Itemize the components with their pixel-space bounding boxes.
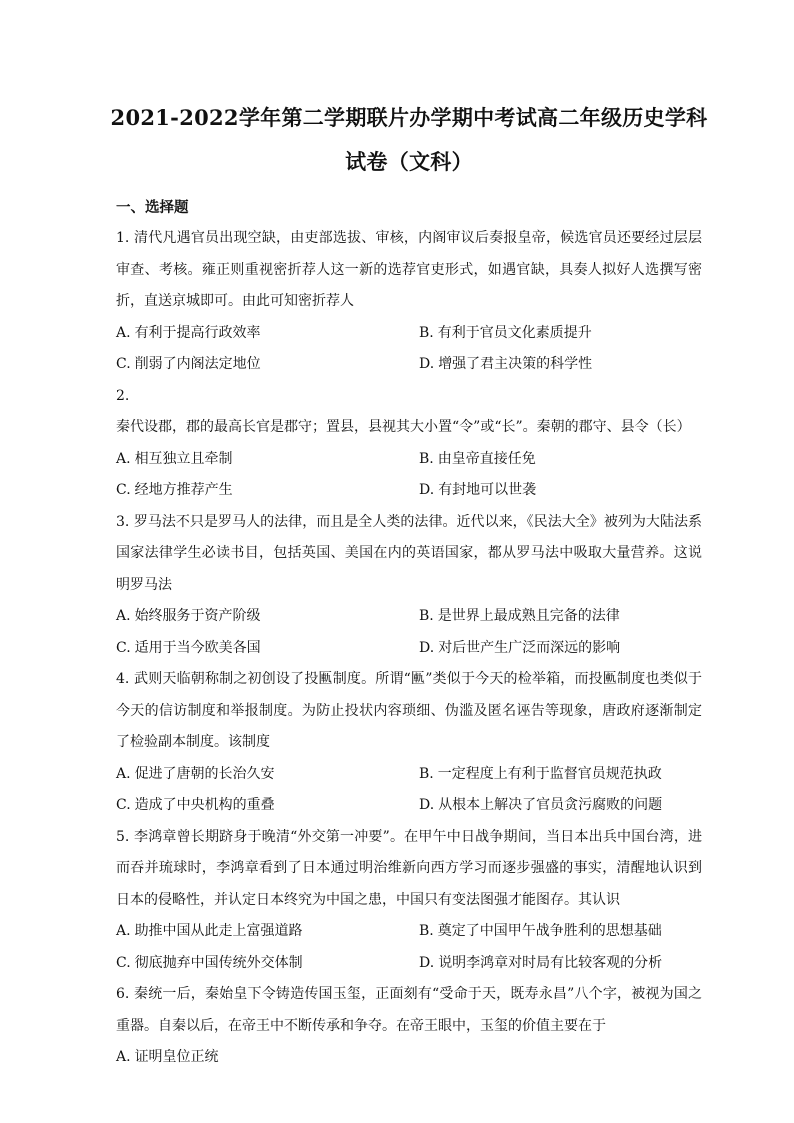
option-letter: A. — [116, 765, 131, 782]
question-number: 3. — [116, 513, 130, 530]
option-a[interactable] — [116, 318, 399, 350]
question-4 — [116, 664, 702, 822]
option-text: 有封地可以世袭 — [438, 482, 537, 498]
option-list — [116, 601, 702, 664]
question-5 — [116, 822, 702, 980]
option-text: 一定程度上有利于监督官员规范执政 — [437, 765, 662, 782]
option-b[interactable] — [419, 759, 702, 791]
option-text: 奠定了中国甲午战争胜利的思想基础 — [437, 923, 662, 939]
option-text: 是世界上最成熟且完备的法律 — [437, 608, 620, 624]
option-c[interactable] — [116, 349, 399, 381]
option-text: 彻底抛弃中国传统外交体制 — [134, 954, 303, 971]
question-1 — [116, 223, 702, 381]
option-letter: B. — [419, 324, 434, 341]
option-a[interactable] — [116, 1042, 702, 1074]
option-letter: C. — [116, 356, 131, 372]
option-text: 削弱了内阁法定地位 — [134, 356, 261, 372]
option-text: 助推中国从此走上富强道路 — [134, 923, 303, 939]
option-list — [116, 1042, 702, 1074]
question-6 — [116, 979, 702, 1074]
option-text: 始终服务于资产阶级 — [134, 608, 261, 624]
option-letter: A. — [116, 923, 131, 939]
question-number: 6. — [116, 986, 130, 1002]
option-letter: A. — [116, 608, 131, 624]
option-letter: D. — [419, 797, 435, 813]
option-c[interactable] — [116, 633, 399, 665]
option-letter: B. — [419, 923, 434, 939]
option-list — [116, 444, 702, 507]
option-text: 有利于官员文化素质提升 — [437, 324, 592, 341]
question-text: 秦代设郡，郡的最高长官是郡守；置县，县视其大小置“令”或“长”。秦朝的郡守、县令（长） — [116, 419, 691, 435]
option-text: 说明李鸿章对时局有比较客观的分析 — [438, 954, 663, 971]
option-text: 经地方推荐产生 — [134, 482, 233, 498]
option-text: 促进了唐朝的长治久安 — [134, 765, 275, 782]
option-text: 有利于提高行政效率 — [134, 324, 261, 341]
option-d[interactable] — [419, 475, 702, 507]
option-d[interactable] — [419, 948, 702, 980]
question-3 — [116, 507, 702, 665]
question-2 — [116, 381, 702, 507]
question-stem — [116, 822, 702, 917]
option-d[interactable] — [419, 349, 702, 381]
option-list — [116, 759, 702, 822]
option-b[interactable] — [419, 601, 702, 633]
exam-title — [92, 96, 726, 184]
question-text: 李鸿章曾长期跻身于晚清“外交第一冲要”。在甲午中日战争期间，当日本出兵中国台湾，进而吞并琉球时，李鸿章看到了日本通过明治维新向西方学习而逐步强盛的事实，清醒地认识到日本的侵略性，并认定日本终究为中国之患，中国只有变法图强才能图存。其认识 — [116, 828, 703, 908]
question-number: 4. — [116, 671, 130, 687]
option-text: 从根本上解决了官员贪污腐败的问题 — [438, 797, 663, 813]
option-c[interactable] — [116, 948, 399, 980]
option-letter: D. — [419, 482, 435, 498]
option-d[interactable] — [419, 790, 702, 822]
option-text: 证明皇位正统 — [134, 1049, 219, 1065]
question-stem — [116, 381, 702, 444]
question-text: 清代凡遇官员出现空缺，由吏部选拔、审核，内阁审议后奏报皇帝，候选官员还要经过层层审查、考核。雍正则重视密折荐人这一新的选荐官吏形式，如遇官缺，具奏人拟好人选撰写密折，直送京城即可。由此可知密折荐人 — [116, 230, 702, 309]
title-line-2: 试卷（文科） — [345, 149, 473, 174]
option-text: 由皇帝直接任免 — [437, 450, 536, 467]
option-list — [116, 318, 702, 381]
option-letter: C. — [116, 797, 131, 813]
option-letter: D. — [419, 356, 435, 372]
option-letter: C. — [116, 954, 131, 971]
title-line-1: 2021-2022学年第二学期联片办学期中考试高二年级历史学科 — [110, 105, 708, 130]
option-letter: D. — [419, 954, 435, 971]
option-text: 对后世产生广泛而深远的影响 — [438, 639, 621, 656]
option-letter: A. — [116, 450, 131, 467]
option-letter: A. — [116, 324, 131, 341]
option-letter: B. — [419, 765, 434, 782]
option-letter: C. — [116, 639, 131, 656]
question-number: 1. — [116, 230, 130, 246]
option-letter: C. — [116, 482, 131, 498]
question-list — [116, 223, 702, 1074]
option-text: 相互独立且牵制 — [134, 450, 233, 467]
option-letter: D. — [419, 639, 435, 656]
option-a[interactable] — [116, 601, 399, 633]
option-text: 适用于当今欧美各国 — [134, 639, 261, 656]
option-b[interactable] — [419, 318, 702, 350]
question-text: 武则天临朝称制之初创设了投匭制度。所谓“匭”类似于今天的检举箱，而投匭制度也类似于今天的信访制度和举报制度。为防止投状内容琐细、伪滥及匿名诬告等现象，唐政府逐渐制定了检验副本制度。该制度 — [116, 671, 703, 750]
option-a[interactable] — [116, 759, 399, 791]
option-b[interactable] — [419, 444, 702, 476]
question-stem — [116, 979, 702, 1042]
option-d[interactable] — [419, 633, 702, 665]
option-list — [116, 916, 702, 979]
option-letter: B. — [419, 608, 434, 624]
option-a[interactable] — [116, 444, 399, 476]
question-text: 罗马法不只是罗马人的法律，而且是全人类的法律。近代以来，《民法大全》被列为大陆法系国家法律学生必读书目，包括英国、美国在内的英语国家，都从罗马法中吸取大量营养。这说明罗马法 — [116, 513, 702, 593]
option-text: 造成了中央机构的重叠 — [134, 797, 275, 813]
section-heading: 一、选择题 — [116, 200, 189, 216]
question-stem — [116, 507, 702, 602]
option-c[interactable] — [116, 475, 399, 507]
option-c[interactable] — [116, 790, 399, 822]
option-b[interactable] — [419, 916, 702, 948]
question-number: 5. — [116, 828, 130, 845]
option-a[interactable] — [116, 916, 399, 948]
option-letter: A. — [116, 1049, 131, 1065]
question-stem — [116, 223, 702, 318]
option-text: 增强了君主决策的科学性 — [438, 356, 593, 372]
question-number: 2. — [116, 387, 130, 404]
option-letter: B. — [419, 450, 434, 467]
question-text: 秦统一后，秦始皇下令铸造传国玉玺，正面刻有“受命于天，既寿永昌”八个字，被视为国之重器。自秦以后，在帝王中不断传承和争夺。在帝王眼中，玉玺的价值主要在于 — [116, 986, 703, 1034]
question-stem — [116, 664, 702, 759]
